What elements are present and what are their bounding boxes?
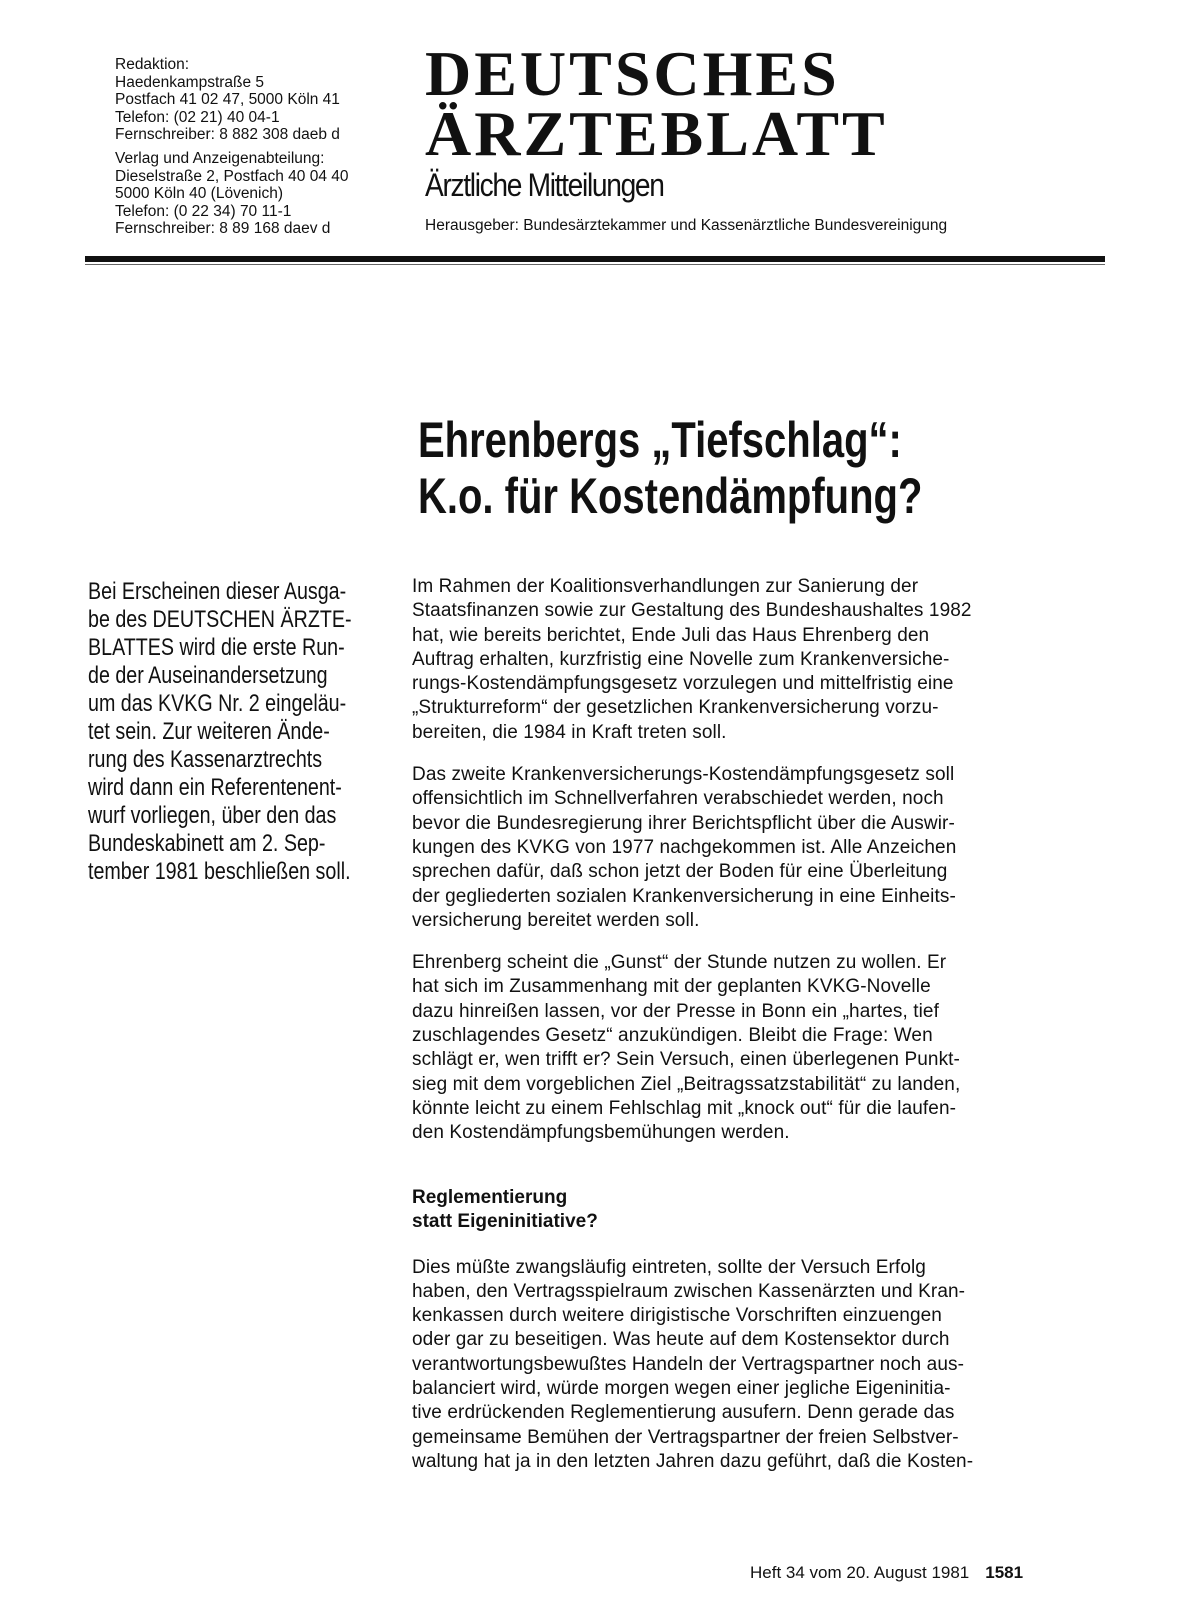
body-line: hat sich im Zusammenhang mit der geplanten KVKG-Novelle xyxy=(412,976,931,998)
subheading-line: Reglementierung xyxy=(412,1186,568,1208)
body-line: versicherung bereitet werden soll. xyxy=(412,909,700,931)
body-line: kenkassen durch weitere dirigistische Vorschriften einzuengen xyxy=(412,1305,942,1327)
editorial-line: Postfach 41 02 47, 5000 Köln 41 xyxy=(115,91,340,108)
editorial-line: Redaktion: xyxy=(115,56,190,73)
publisher-line: Telefon: (0 22 34) 70 11-1 xyxy=(115,202,292,220)
publisher-line: Dieselstraße 2, Postfach 40 04 40 xyxy=(115,167,349,185)
publisher-line: Fernschreiber: 8 89 168 daev d xyxy=(115,220,331,237)
article-headline xyxy=(418,412,978,524)
header-rule xyxy=(85,256,1105,262)
paragraph-4 xyxy=(412,1256,1062,1475)
body-line: gemeinsame Bemühen der Vertragspartner der freien Selbstver- xyxy=(412,1426,959,1448)
editorial-line: Haedenkampstraße 5 xyxy=(115,73,265,91)
page-number: 1581 xyxy=(985,1563,1024,1582)
body-line: „Strukturreform“ der gesetzlichen Krankenversicherung vorzu- xyxy=(412,697,939,719)
lead-line: be des DEUTSCHEN ÄRZTE- xyxy=(88,606,352,633)
lead-line: BLATTES wird die erste Run- xyxy=(88,634,345,661)
body-line: der gegliederten sozialen Krankenversicherung in eine Einheits- xyxy=(412,885,956,907)
lead-line: wird dann ein Referentenent- xyxy=(88,774,342,801)
body-line: zuschlagendes Gesetz“ anzukündigen. Bleibt die Frage: Wen xyxy=(412,1025,933,1047)
body-line: könnte leicht zu einem Fehlschlag mit „knock out“ für die laufen- xyxy=(412,1097,957,1119)
masthead-subtitle: Ärztliche Mitteilungen xyxy=(425,167,664,203)
lead-text xyxy=(88,578,388,886)
body-line: offensichtlich im Schnellverfahren verabschiedet werden, noch xyxy=(412,788,944,810)
body-line: Staatsfinanzen sowie zur Gestaltung des Bundeshaushaltes 1982 xyxy=(412,600,972,622)
publisher-contact xyxy=(115,150,385,238)
body-line: waltung hat ja in den letzten Jahren dazu geführt, daß die Kosten- xyxy=(412,1450,974,1472)
headline-line: K.o. für Kostendämpfung? xyxy=(418,468,923,524)
lead-line: rung des Kassenarztrechts xyxy=(88,746,323,773)
lead-line: Bundeskabinett am 2. Sep- xyxy=(88,830,326,857)
body-line: oder gar zu beseitigen. Was heute auf dem Kostensektor durch xyxy=(412,1329,950,1351)
body-line: Im Rahmen der Koalitionsverhandlungen zur Sanierung der xyxy=(412,576,919,597)
lead-line: de der Auseinandersetzung xyxy=(88,662,328,689)
publisher-line: 5000 Köln 40 (Lövenich) xyxy=(115,185,284,202)
body-line: sieg mit dem vorgeblichen Ziel „Beitragssatzstabilität“ zu landen, xyxy=(412,1073,961,1095)
body-line: bereiten, die 1984 in Kraft treten soll. xyxy=(412,721,727,743)
editorial-line: Fernschreiber: 8 882 308 daeb d xyxy=(115,126,340,143)
lead-line: tet sein. Zur weiteren Ände- xyxy=(88,718,330,745)
body-line: balanciert wird, würde morgen wegen einer jegliche Eigeninitia- xyxy=(412,1378,951,1400)
body-line: rungs-Kostendämpfungsgesetz vorzulegen und mittelfristig eine xyxy=(412,673,954,695)
paragraph-3 xyxy=(412,951,1062,1145)
section-subheading xyxy=(412,1186,1062,1234)
body-line: schlägt er, wen trifft er? Sein Versuch, einen überlegenen Punkt- xyxy=(412,1049,960,1071)
article-body xyxy=(412,575,1062,1492)
body-line: kungen des KVKG von 1977 nachgekommen ist. Alle Anzeichen xyxy=(412,836,957,858)
body-line: dazu hinreißen lassen, vor der Presse in Bonn ein „hartes, tief xyxy=(412,1000,939,1022)
lead-line: wurf vorliegen, über den das xyxy=(88,802,337,829)
body-line: bevor die Bundesregierung ihrer Berichtspflicht über die Auswir- xyxy=(412,812,955,834)
lead-line: tember 1981 beschließen soll. xyxy=(88,858,351,885)
body-line: den Kostendämpfungsbemühungen werden. xyxy=(412,1122,790,1144)
header-rule-thin xyxy=(85,264,1105,265)
masthead-title-line2: ÄRZTEBLATT xyxy=(425,98,888,169)
lead-line: Bei Erscheinen dieser Ausga- xyxy=(88,578,347,605)
masthead-title-line1: DEUTSCHES xyxy=(425,38,840,109)
page-footer xyxy=(750,1563,1080,1583)
body-line: Auftrag erhalten, kurzfristig eine Novelle zum Krankenversiche- xyxy=(412,648,950,670)
body-line: Ehrenberg scheint die „Gunst“ der Stunde nutzen zu wollen. Er xyxy=(412,952,947,974)
editorial-line: Telefon: (02 21) 40 04-1 xyxy=(115,108,280,126)
body-line: Das zweite Krankenversicherungs-Kostendämpfungsgesetz soll xyxy=(412,764,955,786)
publisher-line: Verlag und Anzeigenabteilung: xyxy=(115,150,325,167)
lead-line: um das KVKG Nr. 2 eingeläu- xyxy=(88,690,347,717)
paragraph-1 xyxy=(412,575,1062,745)
body-line: verantwortungsbewußtes Handeln der Vertragspartner noch aus- xyxy=(412,1353,965,1375)
body-line: Dies müßte zwangsläufig eintreten, sollte der Versuch Erfolg xyxy=(412,1256,926,1278)
subheading-line: statt Eigeninitiative? xyxy=(412,1210,598,1232)
masthead-editor: Herausgeber: Bundesärztekammer und Kassenärztliche Bundesvereinigung xyxy=(425,217,948,234)
paragraph-2 xyxy=(412,763,1062,933)
issue-info: Heft 34 vom 20. August 1981 xyxy=(750,1563,970,1582)
body-line: hat, wie bereits berichtet, Ende Juli das Haus Ehrenberg den xyxy=(412,624,930,646)
body-line: sprechen dafür, daß schon jetzt der Boden für eine Überleitung xyxy=(412,861,948,883)
editorial-contact xyxy=(115,56,385,144)
body-line: haben, den Vertragsspielraum zwischen Kassenärzten und Kran- xyxy=(412,1280,966,1302)
masthead xyxy=(425,38,1105,236)
body-line: tive erdrückenden Reglementierung ausufern. Denn gerade das xyxy=(412,1402,955,1424)
headline-line: Ehrenbergs „Tiefschlag“: xyxy=(418,412,902,468)
